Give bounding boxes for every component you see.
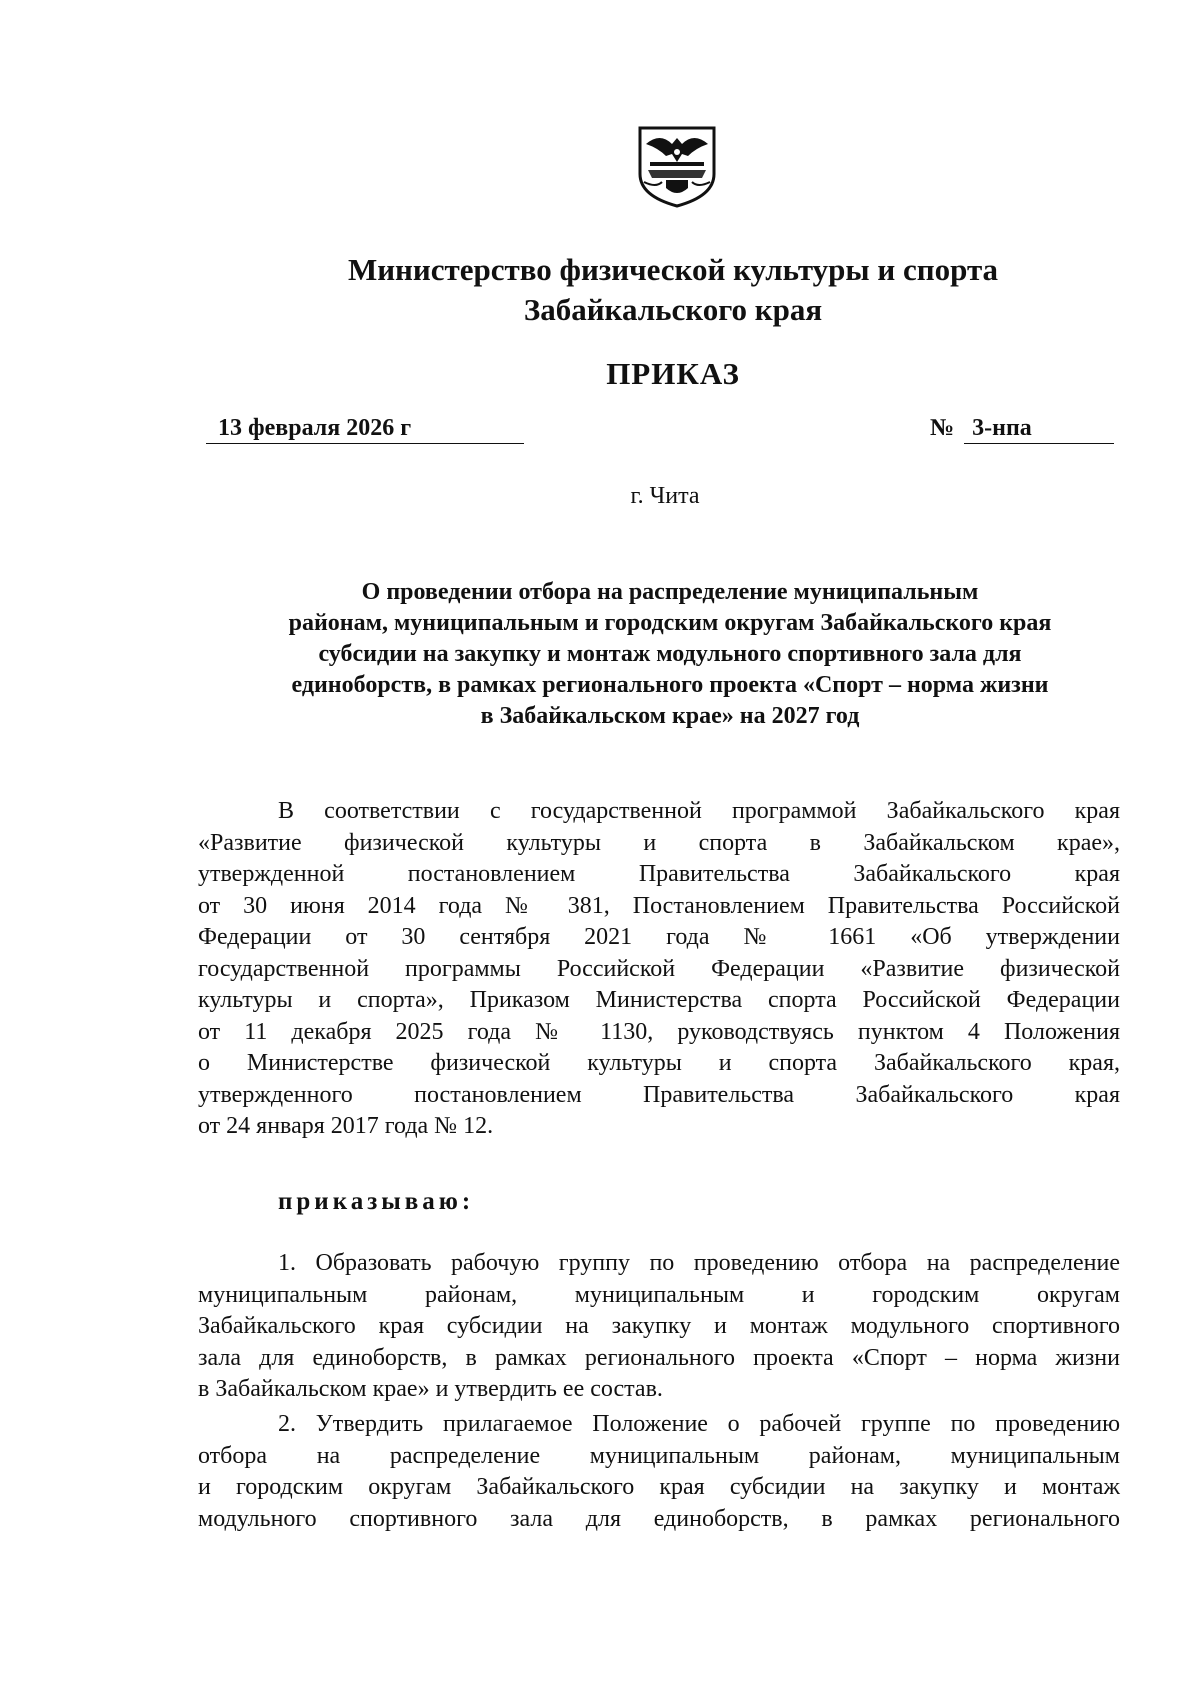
number-label: №: [930, 415, 955, 441]
order-date: 13 февраля 2026 г: [206, 413, 524, 444]
text-line: муниципальным районам, муниципальным и городским округам: [198, 1281, 1120, 1308]
text-line: культуры и спорта», Приказом Министерства спорта Российской Федерации: [198, 987, 1120, 1013]
text-line: утвержденной постановлением Правительства Забайкальского края: [198, 861, 1120, 887]
order-subject: [220, 577, 1120, 732]
text-line: 1. Образовать рабочую группу по проведению отбора на распределение: [278, 1250, 1120, 1276]
order-item-2: [198, 1409, 1120, 1535]
text-line: государственной программы Российской Федерации «Развитие физической: [198, 955, 1120, 982]
document-type-title: ПРИКАЗ: [606, 356, 740, 391]
text-line: модульного спортивного зала для единоборств, в рамках регионального: [198, 1505, 1120, 1532]
text-line: в Забайкальском крае» и утвердить ее состав.: [198, 1376, 663, 1402]
text-line: В соответствии с государственной программой Забайкальского края: [278, 798, 1120, 824]
text-line: от 24 января 2017 года № 12.: [198, 1113, 494, 1139]
text-line: Федерации от 30 сентября 2021 года № 1661 «Об утверждении: [198, 924, 1120, 950]
text-line: от 30 июня 2014 года № 381, Постановлением Правительства Российской: [198, 892, 1120, 919]
text-line: Забайкальского края субсидии на закупку и монтаж модульного спортивного: [198, 1313, 1120, 1339]
ministry-name-line1: Министерство физической культуры и спорта: [347, 252, 999, 287]
orders-word: приказываю:: [278, 1188, 475, 1215]
subject-line: О проведении отбора на распределение муниципальным: [361, 579, 979, 605]
text-line: и городским округам Забайкальского края субсидии на закупку и монтаж: [198, 1474, 1120, 1500]
ministry-name-line2: Забайкальского края: [523, 292, 823, 327]
city-name: г. Чита: [630, 483, 700, 509]
text-line: зала для единоборств, в рамках регионального проекта «Спорт – норма жизни: [198, 1344, 1120, 1371]
order-number: [930, 413, 1114, 444]
coat-of-arms-icon: [636, 122, 718, 208]
subject-line: в Забайкальском крае» на 2027 год: [480, 703, 860, 729]
text-line: «Развитие физической культуры и спорта в Забайкальском крае»,: [198, 829, 1120, 856]
subject-line: единоборств, в рамках регионального проекта «Спорт – норма жизни: [291, 672, 1049, 698]
subject-line: субсидии на закупку и монтаж модульного спортивного зала для: [318, 641, 1022, 667]
order-item-1: [198, 1248, 1120, 1406]
text-line: отбора на распределение муниципальным районам, муниципальным: [198, 1442, 1120, 1469]
text-line: о Министерстве физической культуры и спорта Забайкальского края,: [198, 1050, 1120, 1076]
preamble-paragraph: [198, 796, 1120, 1143]
subject-line: районам, муниципальным и городским округам Забайкальского края: [288, 610, 1052, 636]
text-line: 2. Утвердить прилагаемое Положение о рабочей группе по проведению: [278, 1411, 1120, 1437]
text-line: от 11 декабря 2025 года № 1130, руководствуясь пунктом 4 Положения: [198, 1018, 1120, 1045]
number-value: 3-нпа: [964, 413, 1114, 444]
text-line: утвержденного постановлением Правительства Забайкальского края: [198, 1081, 1120, 1108]
